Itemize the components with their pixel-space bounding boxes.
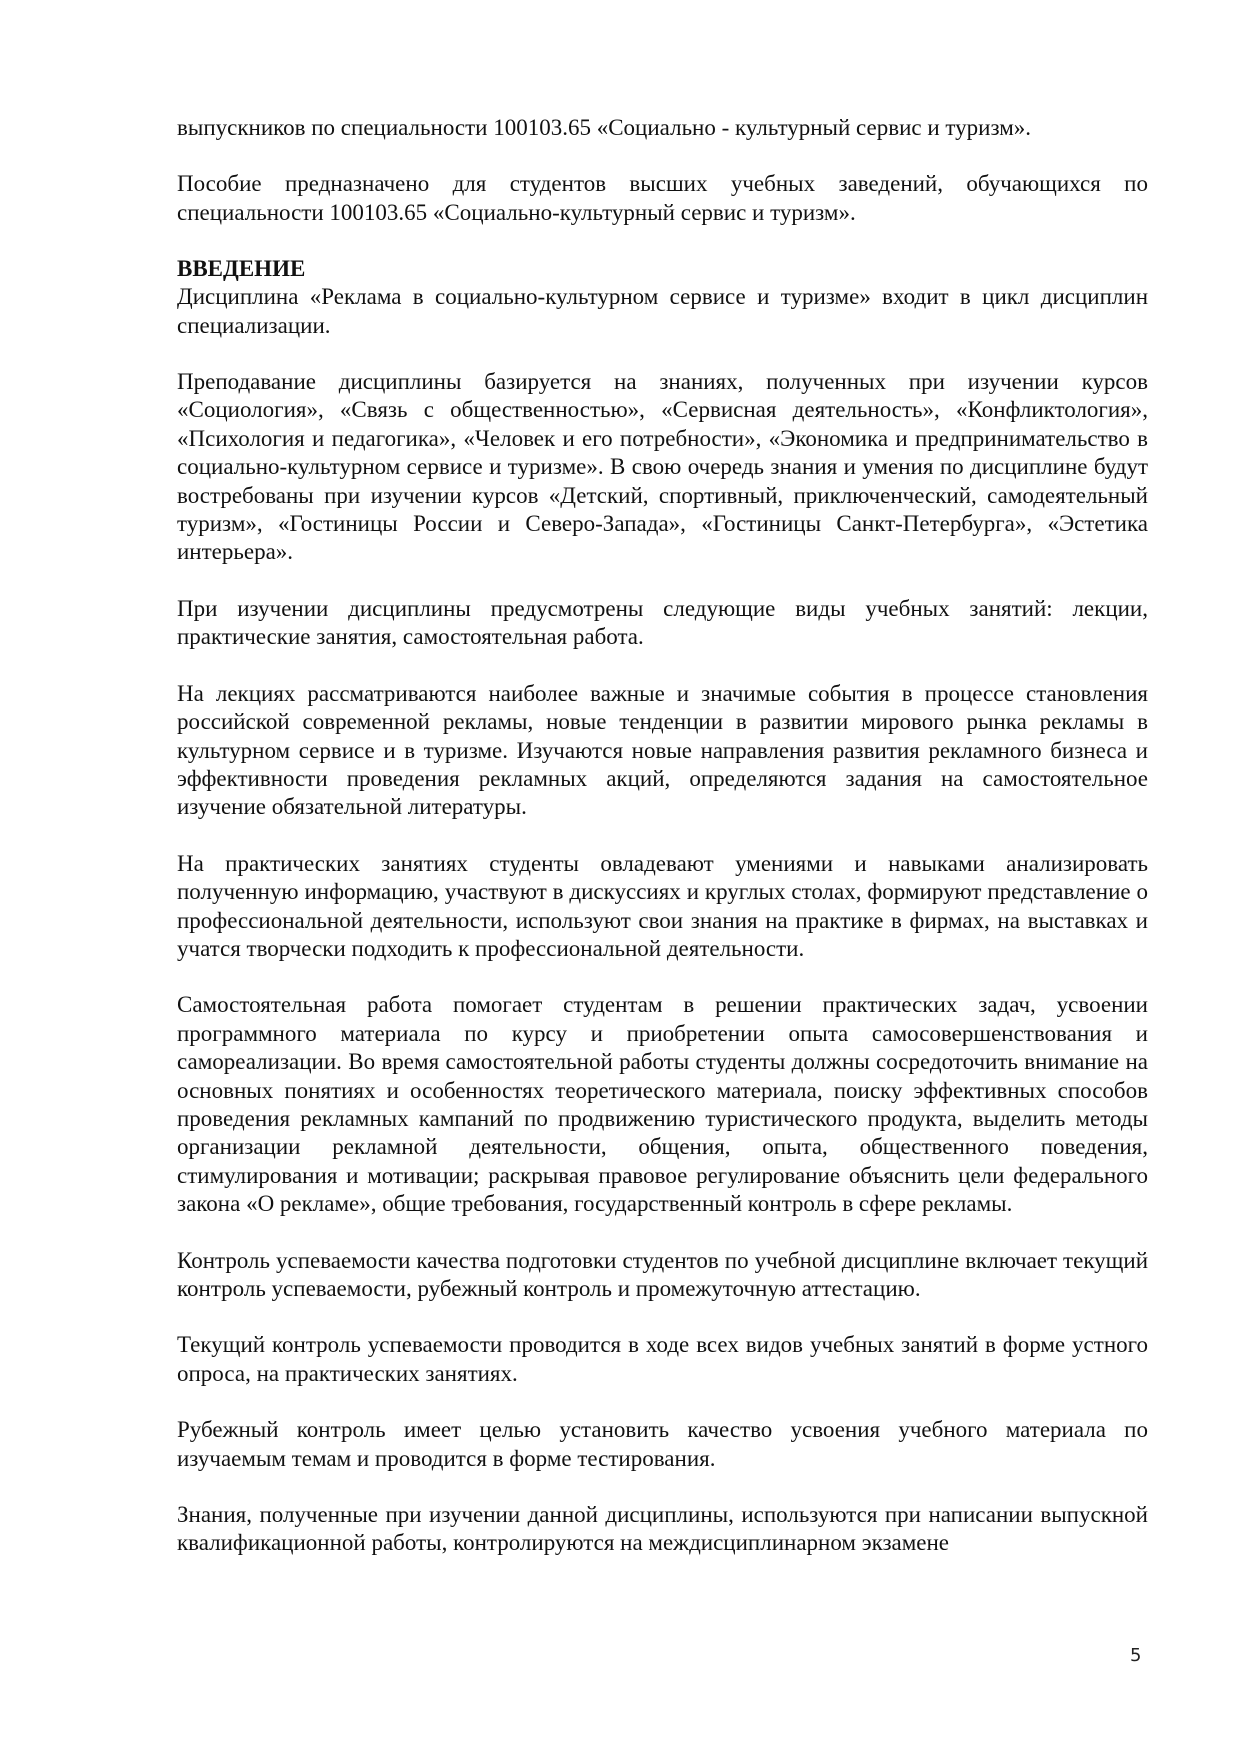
paragraph-milestone-control: Рубежный контроль имеет целью установить качество усвоения учебного материала по изучаемым темам и проводится в форме тестирования. <box>177 1417 1148 1471</box>
paragraph-purpose: Пособие предназначено для студентов высших учебных заведений, обучающихся по специальности 100103.65 «Социально-культурный сервис и туризм». <box>177 171 1148 225</box>
paragraph-intro: Дисциплина «Реклама в социально-культурном сервисе и туризме» входит в цикл дисциплин специализации. <box>177 284 1148 338</box>
paragraph-knowledge-use: Знания, полученные при изучении данной дисциплины, используются при написании выпускной квалификационной работы, контролируются на междисциплинарном экзамене <box>177 1502 1148 1556</box>
page-number: 5 <box>1130 1645 1142 1666</box>
paragraph-lesson-types: При изучении дисциплины предусмотрены следующие виды учебных занятий: лекции, практические занятия, самостоятельная работа. <box>177 595 1148 650</box>
paragraph-continuation: выпускников по специальности 100103.65 «Социально - культурный сервис и туризм». <box>177 115 1032 140</box>
paragraph-current-control: Текущий контроль успеваемости проводится в ходе всех видов учебных занятий в форме устного опроса, на практических занятиях. <box>177 1332 1148 1386</box>
page-content <box>177 114 1148 1586</box>
section-heading-introduction: ВВЕДЕНИЕ <box>177 256 306 282</box>
paragraph-courses: Преподавание дисциплины базируется на знаниях, полученных при изучении курсов «Социология», «Связь с общественностью», «Сервисная деятельность», «Конфликтология», «Психология и педагогика», «Человек и его потребности», «Экономика и предпринимательство в социально-культурном сервисе и туризме». В свою очередь знания и умения по дисциплине будут востребованы при изучении курсов «Детский, спортивный, приключенческий, самодеятельный туризм», «Гостиницы России и Северо-Запада», «Гостиницы Санкт-Петербурга», «Эстетика интерьера». <box>177 369 1148 565</box>
paragraph-practical: На практических занятиях студенты овладевают умениями и навыками анализировать полученную информацию, участвуют в дискуссиях и круглых столах, формируют представление о профессиональной деятельности, используют свои знания на практике в фирмах, на выставках и учатся творчески подходить к профессиональной деятельности. <box>177 850 1148 961</box>
paragraph-control: Контроль успеваемости качества подготовки студентов по учебной дисциплине включает текущий контроль успеваемости, рубежный контроль и промежуточную аттестацию. <box>177 1247 1148 1301</box>
paragraph-independent-work: Самостоятельная работа помогает студентам в решении практических задач, усвоении программного материала по курсу и приобретении опыта самосовершенствования и самореализации. Во время самостоятельной работы студенты должны сосредоточить внимание на основных понятиях и особенностях теоретического материала, поиску эффективных способов проведения рекламных кампаний по продвижению туристического продукта, выделить методы организации рекламной деятельности, общения, опыта, общественного поведения, стимулирования и мотивации; раскрывая правовое регулирование объяснить цели федерального закона «О рекламе», общие требования, государственный контроль в сфере рекламы. <box>177 992 1148 1217</box>
paragraph-lectures: На лекциях рассматриваются наиболее важные и значимые события в процессе становления российской современной рекламы, новые тенденции в развитии мирового рынка рекламы в культурном сервисе и в туризме. Изучаются новые направления развития рекламного бизнеса и эффективности проведения рекламных акций, определяются задания на самостоятельное изучение обязательной литературы. <box>177 680 1148 820</box>
